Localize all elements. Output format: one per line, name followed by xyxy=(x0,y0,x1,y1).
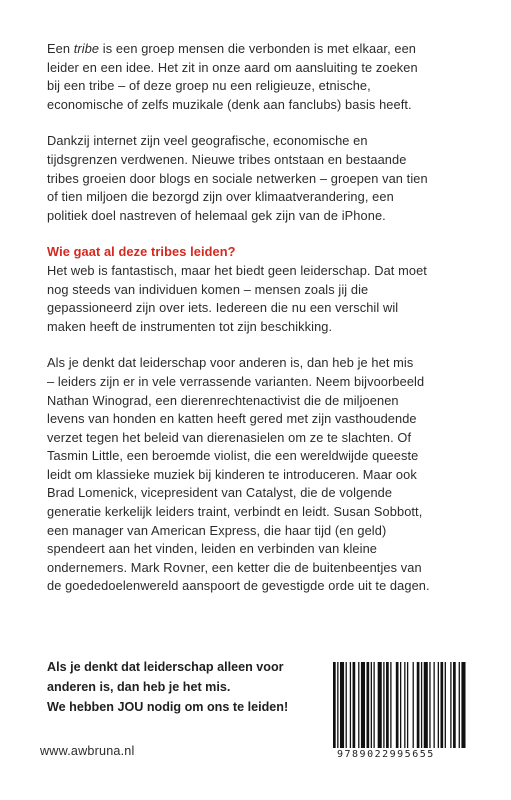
text-line: Het web is fantastisch, maar het biedt geen leiderschap. Dat moet xyxy=(47,262,427,278)
text-line: de goededoelenwereld aanspoort de gevestigde orde uit te dagen. xyxy=(47,578,430,594)
text-line: of tien miljoen die bezorgd zijn over klimaatverandering, een xyxy=(47,189,394,205)
barcode-bar xyxy=(361,662,365,748)
blurb-text xyxy=(47,40,475,614)
text-line: nog steeds van individuen komen – mensen zoals jij die xyxy=(47,281,369,297)
barcode-bar xyxy=(450,662,451,748)
barcode-bar xyxy=(453,662,456,748)
barcode-bar xyxy=(386,662,389,748)
barcode-bar xyxy=(353,662,356,748)
text-line: leider en een idee. Het zit in onze aard om aansluiting te zoeken xyxy=(47,59,418,75)
text-line xyxy=(47,40,475,59)
barcode-bar xyxy=(346,662,347,748)
paragraph-internet xyxy=(47,132,475,225)
section-heading: Wie gaat al deze tribes leiden? xyxy=(47,244,236,260)
barcode-bar xyxy=(400,662,401,748)
barcode-bar xyxy=(337,662,338,748)
barcode xyxy=(331,662,469,760)
text-line: bij een tribe – of deze groep nu een religieuze, etnische, xyxy=(47,78,371,94)
barcode-bar xyxy=(373,662,374,748)
text-line: levens van honden en katten heeft gered met zijn vasthoudende xyxy=(47,411,417,427)
barcode-bar xyxy=(396,662,399,748)
text-line: gepassioneerd zijn over iets. Iedereen die nu een verschil wil xyxy=(47,300,399,316)
text-line: generatie kerkelijk leiders traint, verbindt en leidt. Susan Sobbott, xyxy=(47,504,423,520)
text-line: tribes groeien door blogs en sociale netwerken – groepen van tien xyxy=(47,170,428,186)
paragraph-examples xyxy=(47,354,475,596)
paragraph-intro xyxy=(47,40,475,114)
barcode-bar xyxy=(383,662,384,748)
text-line: Tasmin Little, een beroemde violist, die een wereldwijde queeste xyxy=(47,448,419,464)
barcode-bar xyxy=(461,662,465,748)
barcode-bar xyxy=(358,662,359,748)
text-line: Als je denkt dat leiderschap voor anderen is, dan heb je het mis xyxy=(47,355,414,371)
text-segment: is een groep mensen die verbonden is met elkaar, een xyxy=(99,41,417,56)
text-line: spendeert aan het vinden, leiden en verbinden van kleine xyxy=(47,541,378,557)
barcode-bar xyxy=(350,662,351,748)
text-line: tijdsgrenzen verdwenen. Nieuwe tribes ontstaan en bestaande xyxy=(47,151,407,167)
isbn-number: 9789022995655 xyxy=(337,749,435,760)
barcode-bar xyxy=(404,662,405,748)
text-line: We hebben JOU nodig om ons te leiden! xyxy=(47,700,289,714)
barcode-bar xyxy=(438,662,439,748)
barcode-graphic xyxy=(331,662,469,748)
text-line: een manager van American Express, die haar tijd (en geld) xyxy=(47,522,387,538)
barcode-bar xyxy=(390,662,391,748)
barcode-bar xyxy=(434,662,435,748)
text-line: Brad Lomenick, vicepresident van Catalyst, die de volgende xyxy=(47,485,393,501)
barcode-bar xyxy=(440,662,443,748)
text-line: Nathan Winograd, een dierenrechtenactivist die de miljoenen xyxy=(47,392,399,408)
text-line: maken heeft de instrumenten tot zijn beschikking. xyxy=(47,318,333,334)
text-line: politiek doel nastreven of helemaal gek zijn van de iPhone. xyxy=(47,207,386,223)
text-line: anderen is, dan heb je het mis. xyxy=(47,680,231,694)
barcode-bar xyxy=(445,662,446,748)
text-segment: Een xyxy=(47,41,74,56)
text-line: verzet tegen het beleid van dierenasielen om ze te slachten. Of xyxy=(47,429,412,445)
text-line: – leiders zijn er in vele verrassende varianten. Neem bijvoorbeeld xyxy=(47,373,425,389)
barcode-bar xyxy=(407,662,408,748)
barcode-bar xyxy=(371,662,372,748)
text-line: leidt om klassieke muziek bij kinderen te introduceren. Maar ook xyxy=(47,466,417,482)
italic-word: tribe xyxy=(73,41,100,56)
barcode-bar xyxy=(367,662,370,748)
barcode-bar xyxy=(340,662,344,748)
barcode-bar xyxy=(421,662,422,748)
text-line: economische of zelfs muzikale (denk aan fanclubs) basis heeft. xyxy=(47,96,412,112)
barcode-bar xyxy=(429,662,430,748)
barcode-bar xyxy=(413,662,414,748)
closing-statement xyxy=(47,657,347,717)
publisher-url: www.awbruna.nl xyxy=(40,744,135,758)
barcode-bar xyxy=(459,662,460,748)
barcode-bar xyxy=(417,662,420,748)
text-line: ondernemers. Mark Rovner, een ketter die de buitenbeentjes van xyxy=(47,559,422,575)
text-line: Als je denkt dat leiderschap alleen voor xyxy=(47,660,284,674)
barcode-bar xyxy=(333,662,336,748)
barcode-bar xyxy=(378,662,382,748)
barcode-bar xyxy=(424,662,428,748)
paragraph-leadership xyxy=(47,243,475,336)
text-line: Dankzij internet zijn veel geografische, economische en xyxy=(47,133,368,149)
